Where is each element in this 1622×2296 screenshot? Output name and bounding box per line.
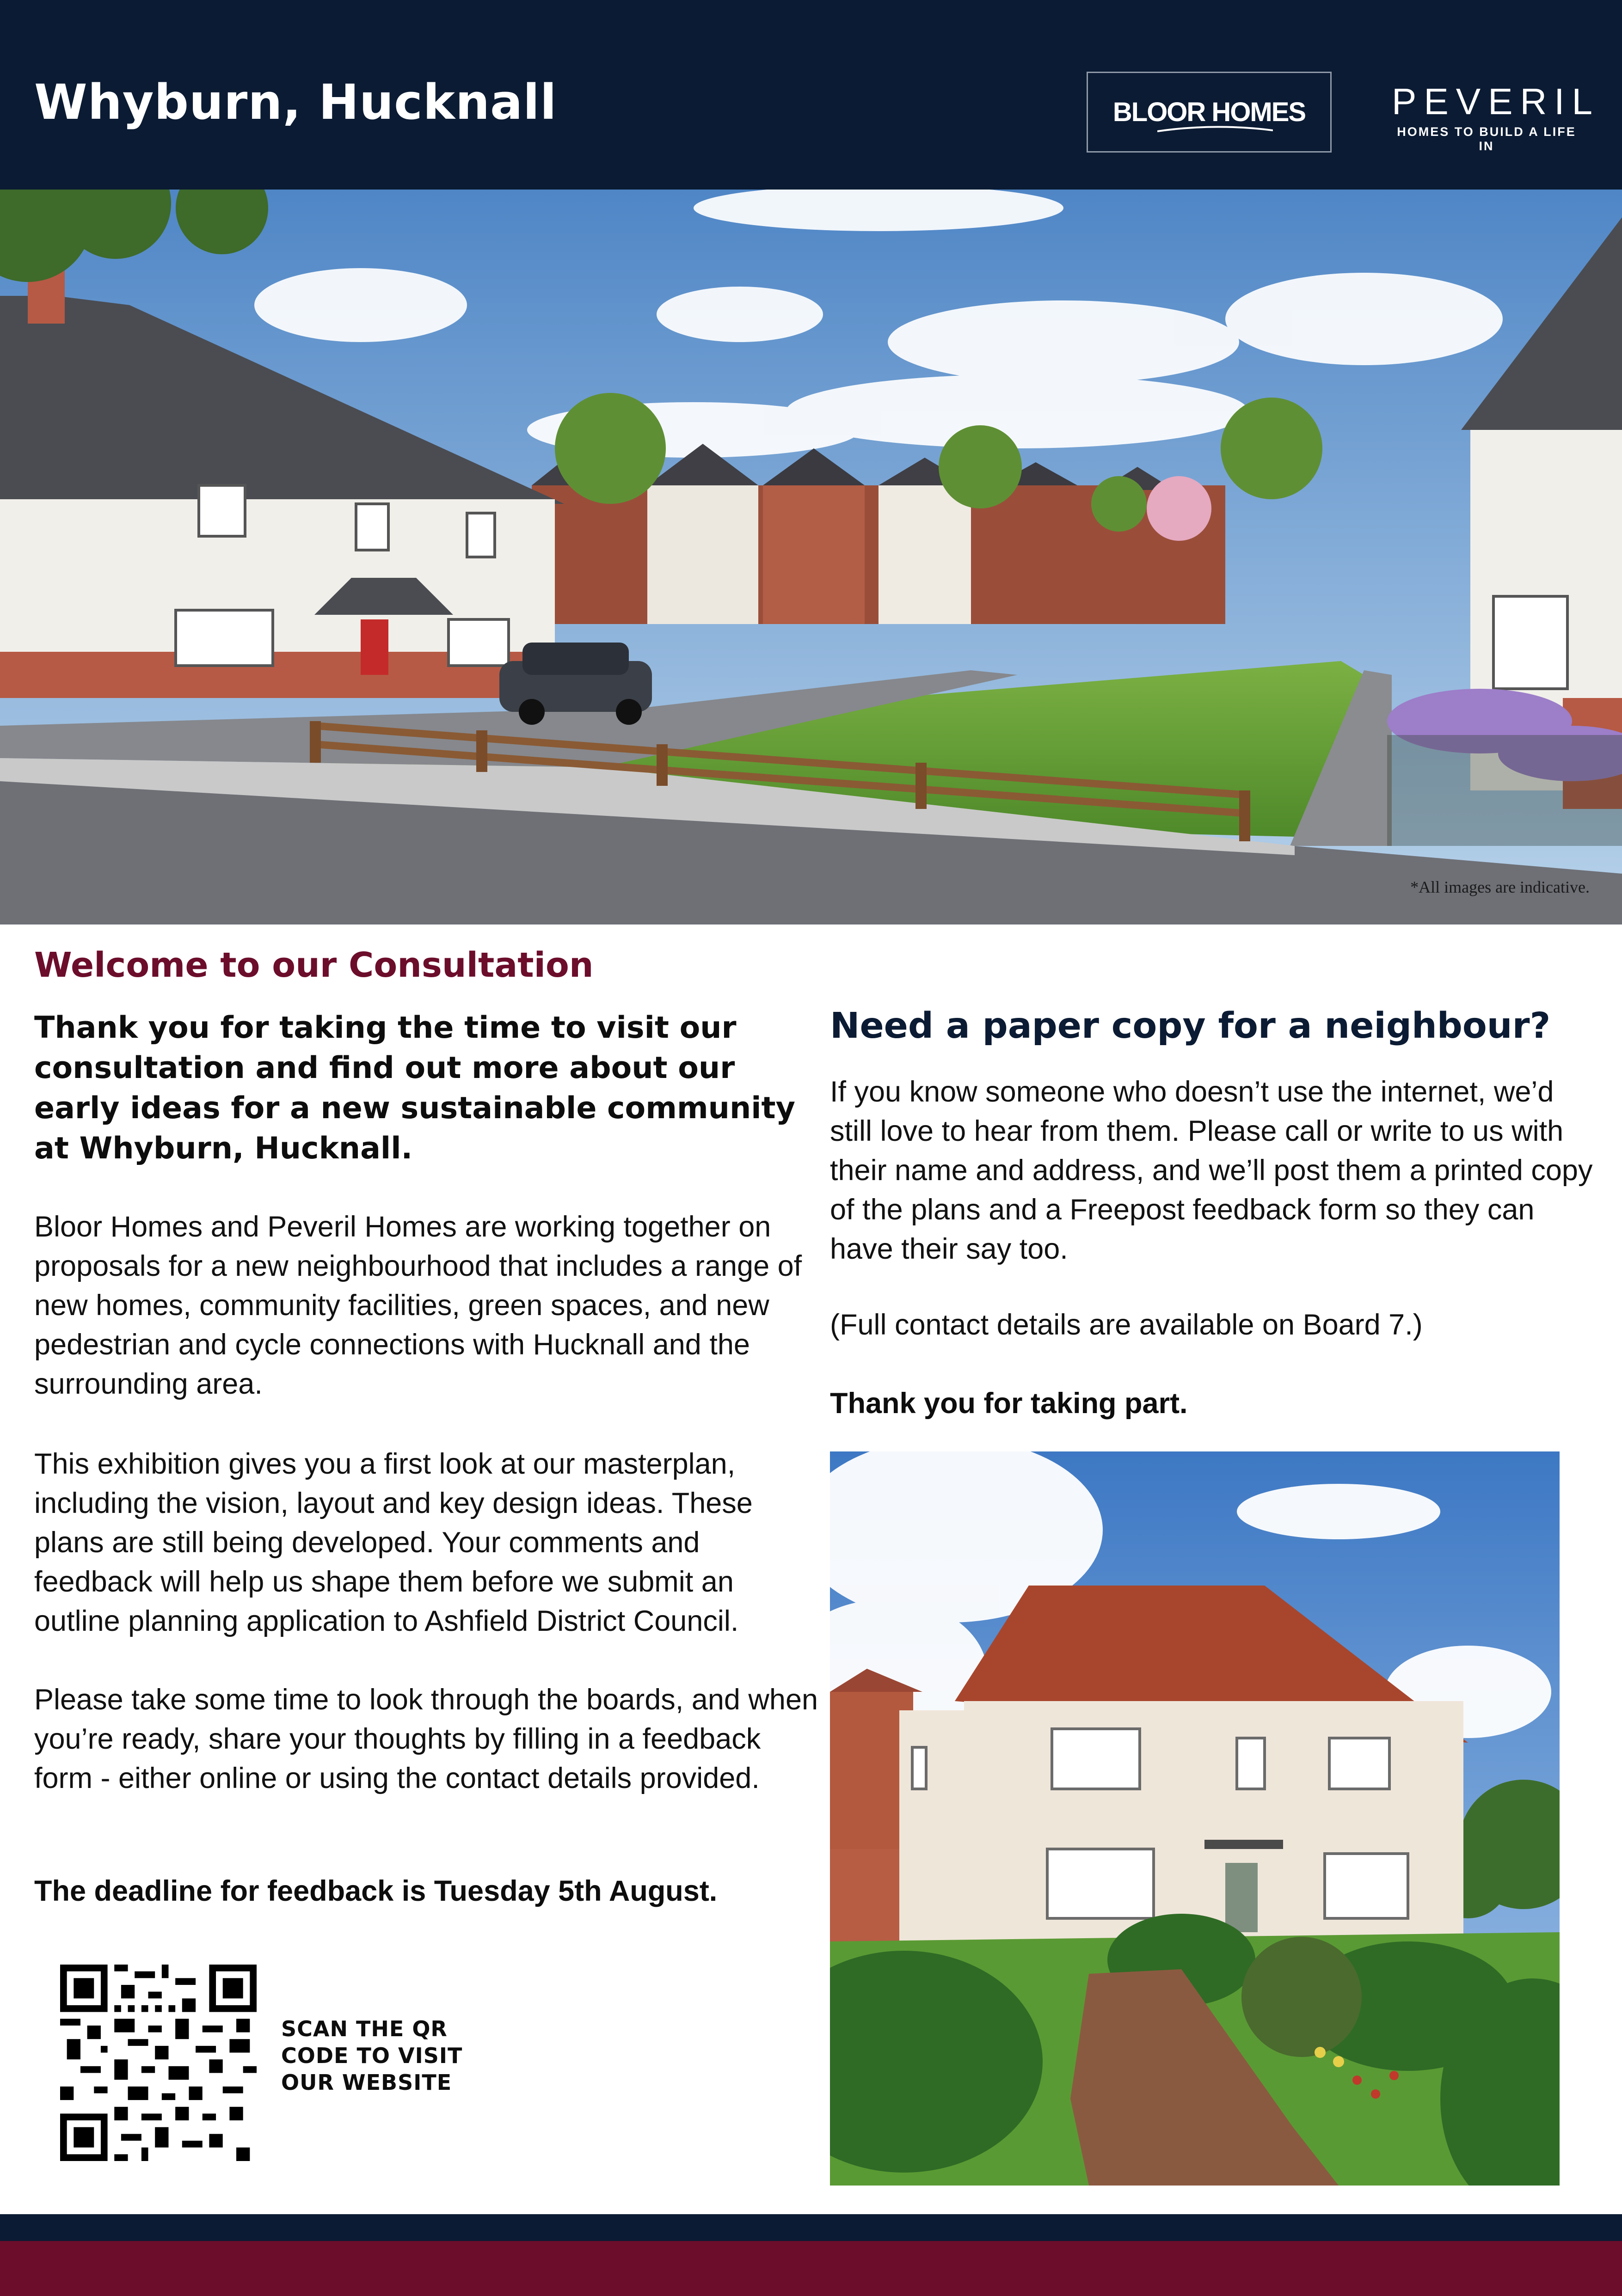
contact-details-note: (Full contact details are available on Board 7.) <box>830 1309 1423 1341</box>
intro-paragraph-2: This exhibition gives you a first look at our masterplan, including the vision, layout and key design ideas. These plans are still being developed. Your comments and feedback will help us shape them before we submit an outline planning application to Ashfield District Council. <box>34 1448 753 1637</box>
page-title: Whyburn, Hucknall <box>34 74 557 130</box>
bloor-homes-logo <box>1087 72 1332 153</box>
qr-caption <box>281 2015 462 2096</box>
footer-maroon-band <box>0 2241 1622 2296</box>
paper-copy-paragraph: If you know someone who doesn’t use the internet, we’d still love to hear from them. Please call or write to us with their name and address, and we’ll post them a printed copy of the plans and a Freepost feedback form so they can have their say too. <box>830 1076 1593 1265</box>
thank-you-text: Thank you for taking part. <box>830 1387 1188 1420</box>
paper-copy-heading: Need a paper copy for a neighbour? <box>830 1005 1551 1047</box>
page-header <box>0 0 1622 190</box>
house-photo <box>830 1451 1560 2186</box>
qr-caption-line-3: OUR WEBSITE <box>281 2070 452 2095</box>
intro-paragraph-3: Please take some time to look through the boards, and when you’re ready, share your thoughts by filling in a feedback form - either online or using the contact details provided. <box>34 1684 818 1794</box>
intro-paragraph-1: Bloor Homes and Peveril Homes are working together on proposals for a new neighbourhood that includes a range of new homes, community facilities, green spaces, and new pedestrian and cycle connections with Hucknall and the surrounding area. <box>34 1211 802 1400</box>
qr-caption-line-1: SCAN THE QR <box>281 2016 448 2041</box>
peveril-logo-tagline: HOMES TO BUILD A LIFE IN <box>1397 125 1576 153</box>
image-disclaimer: *All images are indicative. <box>1410 878 1590 896</box>
peveril-logo-name: PEVERIL <box>1392 81 1600 122</box>
hero-image <box>0 190 1622 925</box>
peveril-logo <box>1392 81 1600 153</box>
bloor-homes-logo-text: BLOOR HOMES <box>1112 97 1306 127</box>
qr-caption-line-2: CODE TO VISIT <box>281 2043 463 2068</box>
bloor-swoosh-icon <box>1157 125 1273 134</box>
welcome-heading: Welcome to our Consultation <box>34 945 594 985</box>
intro-lead-paragraph: Thank you for taking the time to visit our consultation and find out more about our early ideas for a new sustainable community at Whyburn, Hucknall. <box>34 1010 795 1166</box>
street-scene-illustration <box>0 190 1622 925</box>
footer-navy-band <box>0 2214 1622 2241</box>
website-qr-code[interactable] <box>60 1965 257 2161</box>
feedback-deadline: The deadline for feedback is Tuesday 5th August. <box>34 1875 718 1907</box>
detached-house-illustration <box>830 1451 1560 2186</box>
